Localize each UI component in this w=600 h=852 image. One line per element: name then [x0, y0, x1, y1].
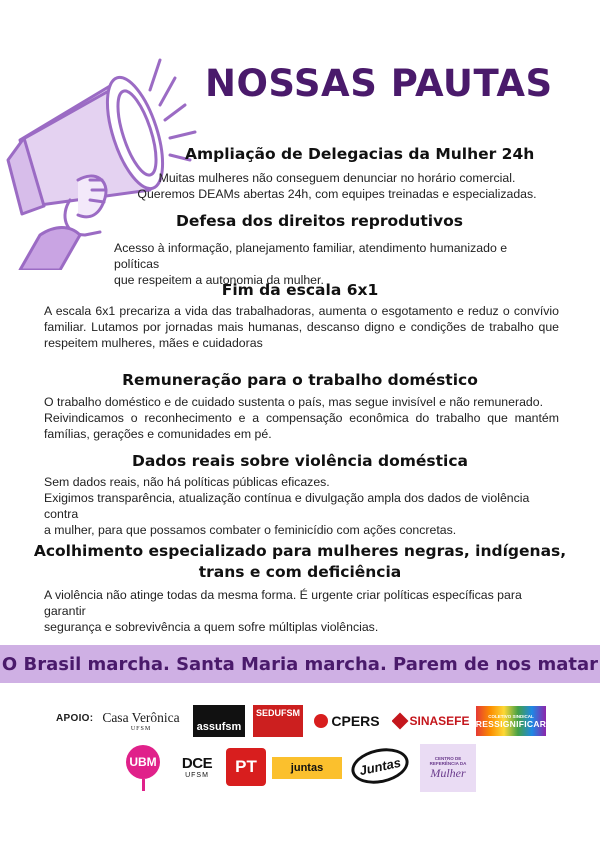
logo-cpers: CPERS [311, 710, 383, 732]
logo-juntas-2: Juntas [350, 746, 410, 786]
megaphone-illustration [0, 20, 210, 270]
section-heading-dados: Dados reais sobre violência doméstica [131, 452, 469, 470]
logo-sedufsm: SEDUFSM [253, 705, 303, 737]
apoio-label: APOIO: [56, 713, 94, 724]
logo-assufsm: assufsm [193, 705, 245, 737]
section-text-dados: Sem dados reais, não há políticas públicas eficazes. Exigimos transparência, atualização contínua e divulgação ampla dos dados de violência contra a mulher, para que possamos combater o feminicídio com ações concretas. [44, 475, 530, 537]
logo-pt: PT [226, 748, 266, 786]
logo-sinasefe: SINASEFE [392, 710, 472, 732]
logo-ubm: UBM [124, 742, 162, 794]
section-text-acolhimento: A violência não atinge todas da mesma forma. É urgente criar políticas específicas para garantir segurança e sobrevivência a quem sofre múltiplas violências. [44, 588, 522, 634]
page-title: NOSSAS PAUTAS [205, 62, 553, 105]
section-heading-reprodutivos: Defesa dos direitos reprodutivos [176, 212, 464, 230]
section-text-remuneracao: O trabalho doméstico e de cuidado sustenta o país, mas segue invisível e não remunerado. Reivindicamos o reconhecimento e a compensação econômica do trabalho que mantém famílias, gerações e comunidades em pé. [44, 395, 559, 441]
logo-ressignificar: COLETIVO SINDICAL RESSIGNIFICAR [476, 706, 546, 736]
slogan-text: O Brasil marcha. Santa Maria marcha. Parem de nos matar [1, 654, 599, 675]
section-heading-delegacias: Ampliação de Delegacias da Mulher 24h [185, 145, 535, 163]
section-text-delegacias: Muitas mulheres não conseguem denunciar no horário comercial. Queremos DEAMs abertas 24h, com equipes treinadas e especializadas. [137, 171, 537, 201]
section-heading-remuneracao: Remuneração para o trabalho doméstico [122, 371, 478, 389]
logo-casa-veronica: Casa Verônica UFSM [102, 710, 180, 732]
logo-centro-mulher: CENTRO DE REFERÊNCIA DA Mulher [420, 744, 476, 792]
logo-dce: DCE UFSM [181, 755, 213, 779]
section-heading-acolhimento: Acolhimento especializado para mulheres negras, indígenas, trans e com deficiência [33, 542, 567, 581]
logo-juntas: juntas [272, 757, 342, 779]
slogan-banner [0, 645, 600, 683]
section-text-escala: A escala 6x1 precariza a vida das trabalhadoras, aumenta o esgotamento e reduz o convívio familiar. Lutamos por jornadas mais humanas, descanso digno e condições de trabalho que respeitem mulheres, mães e cuidadoras [44, 304, 559, 350]
section-heading-escala: Fim da escala 6x1 [221, 281, 379, 299]
section-text-reprodutivos: Acesso à informação, planejamento familiar, atendimento humanizado e políticas que respeitem a autonomia da mulher. [114, 241, 508, 287]
